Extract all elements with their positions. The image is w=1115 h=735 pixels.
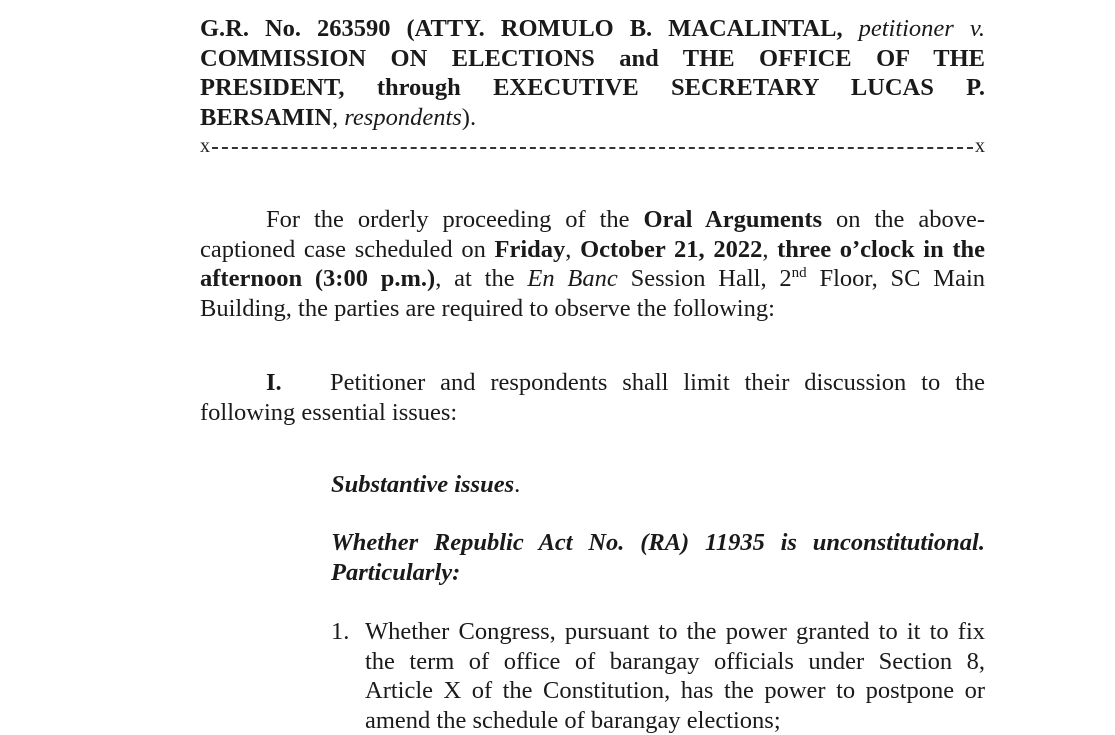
issue-heading: Whether Republic Act No. (RA) 11935 is unconstitutional. Particularly: <box>331 529 985 586</box>
section-numeral: I. <box>266 369 282 396</box>
intro-paragraph: For the orderly proceeding of the Oral Arguments on the above- captioned case scheduled on Friday, October 21, 2022, three o’clock in the afternoon (3:00 p.m.), at the En Banc Session Hall, 2nd Floor, SC Main Building, the parties are required to observe the following: <box>200 206 986 322</box>
item-number: 1. <box>331 618 350 645</box>
caption-line-4: BERSAMIN, respondents). <box>200 103 477 131</box>
issue-item-1: 1. Whether Congress, pursuant to the power granted to it to fix the term of office of barangay officials under Section 8, Article X of the Constitution, has the power to postpone or amend the schedule of barangay elections; <box>331 618 985 734</box>
caption-line-3: PRESIDENT, through EXECUTIVE SECRETARY LUCAS P. <box>200 74 985 101</box>
substantive-issues-heading: Substantive issues. <box>331 471 521 498</box>
versus: v. <box>969 15 986 42</box>
caption-line-1: G.R. No. 263590 (ATTY. ROMULO B. MACALINTAL, petitioner v. <box>200 15 986 42</box>
case-caption <box>200 14 985 132</box>
case-number: G.R. No. 263590 <box>200 15 391 42</box>
petitioner-role: petitioner <box>858 15 954 42</box>
respondent-role: respondents <box>344 103 462 131</box>
caption-line-2: COMMISSION ON ELECTIONS and THE OFFICE OF THE <box>200 44 985 72</box>
caption-divider: x x <box>200 135 985 157</box>
section-one-paragraph: I. Petitioner and respondents shall limit their discussion to the following essential issues: <box>200 369 985 426</box>
petitioner-name: ATTY. ROMULO B. MACALINTAL <box>414 15 837 42</box>
